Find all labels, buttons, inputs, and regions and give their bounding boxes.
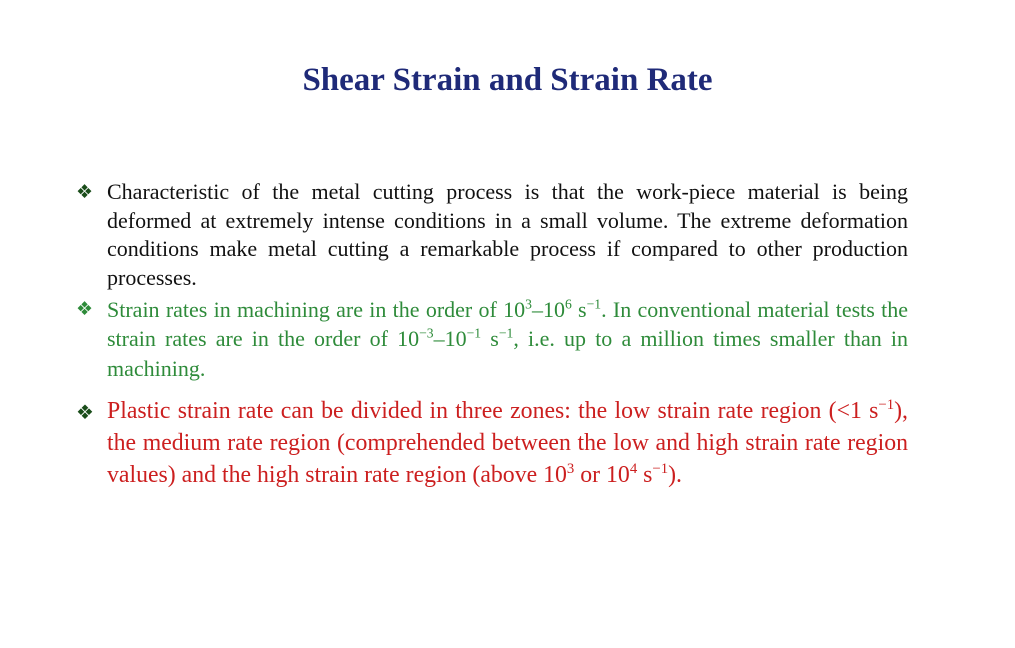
bullet-text xyxy=(107,297,908,381)
text-segment: Strain rates in machining are in the order of 10 xyxy=(107,296,526,322)
bullet-item-plastic-strain-rate xyxy=(76,396,908,491)
superscript: −1 xyxy=(878,397,895,414)
text-segment: s xyxy=(481,326,499,352)
text-segment: –10 xyxy=(531,296,565,322)
text-segment: ), the medium rate region (comprehended between the low and high strain rate region values) and the high strain rate region (above 10 xyxy=(107,398,908,488)
bullet-list xyxy=(76,178,908,492)
text-segment: , i.e. up to a million times smaller than in machining. xyxy=(107,326,908,381)
superscript: −1 xyxy=(498,325,514,341)
text-segment: s xyxy=(637,461,653,488)
four-petal-diamond-icon: ❖ xyxy=(76,297,94,320)
bullet-text xyxy=(107,398,908,488)
text-segment: ). xyxy=(668,461,682,488)
four-petal-diamond-icon: ❖ xyxy=(76,400,94,425)
superscript: 3 xyxy=(566,460,575,477)
superscript: −1 xyxy=(652,460,669,477)
bullet-item-strain-rates xyxy=(76,295,908,384)
text-segment: s xyxy=(571,296,587,322)
bullet-item-characteristic xyxy=(76,178,908,293)
text-segment: –10 xyxy=(433,326,467,352)
superscript: 6 xyxy=(564,296,572,312)
slide-title: Shear Strain and Strain Rate xyxy=(302,62,713,98)
four-petal-diamond-icon: ❖ xyxy=(76,181,94,203)
text-segment: or 10 xyxy=(574,461,630,488)
superscript: 3 xyxy=(525,296,532,312)
superscript: −1 xyxy=(586,296,602,312)
superscript: −3 xyxy=(419,325,434,341)
text-segment: Plastic strain rate can be divided in three zones: the low strain rate region (<1 s xyxy=(107,398,879,425)
text-segment: . In conventional material tests the strain rates are in the order of 10 xyxy=(107,296,909,352)
bullet-text: Characteristic of the metal cutting process is that the work-piece material is being deformed at extremely intense conditions in a small volume. The extreme deformation conditions make metal cutting a remarkable process if compared to other production processes. xyxy=(107,179,908,291)
superscript: 4 xyxy=(629,460,638,477)
superscript: −1 xyxy=(466,325,482,341)
